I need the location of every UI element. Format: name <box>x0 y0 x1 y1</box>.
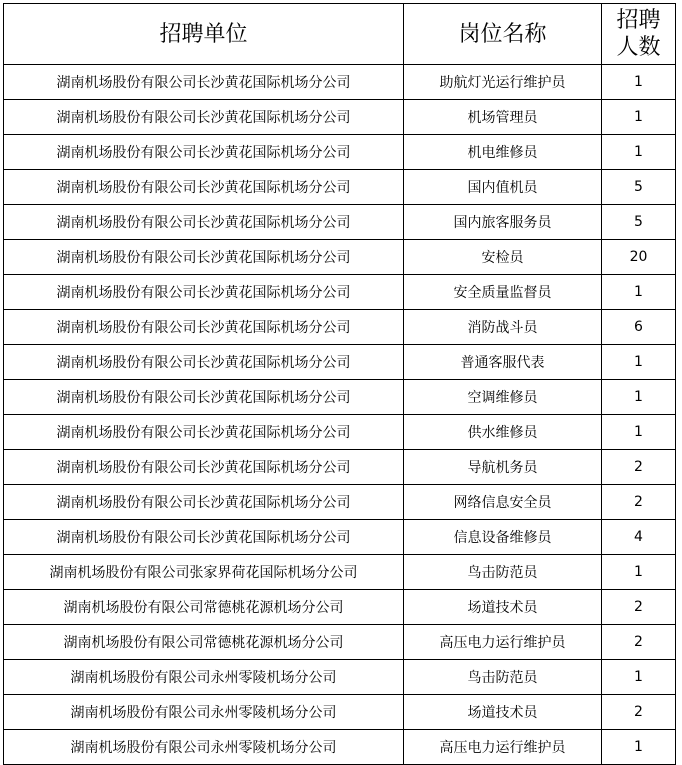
cell-count: 1 <box>602 100 676 135</box>
cell-count: 1 <box>602 345 676 380</box>
table-row <box>4 240 676 275</box>
cell-position: 导航机务员 <box>404 450 602 485</box>
cell-position: 供水维修员 <box>404 415 602 450</box>
table-row <box>4 65 676 100</box>
cell-unit: 湖南机场股份有限公司永州零陵机场分公司 <box>4 660 404 695</box>
cell-unit: 湖南机场股份有限公司长沙黄花国际机场分公司 <box>4 205 404 240</box>
cell-count: 20 <box>602 240 676 275</box>
table-row <box>4 345 676 380</box>
cell-count: 1 <box>602 65 676 100</box>
cell-unit: 湖南机场股份有限公司永州零陵机场分公司 <box>4 730 404 765</box>
header-row <box>4 4 676 65</box>
cell-unit: 湖南机场股份有限公司长沙黄花国际机场分公司 <box>4 520 404 555</box>
table-row <box>4 380 676 415</box>
table-row <box>4 415 676 450</box>
cell-unit: 湖南机场股份有限公司长沙黄花国际机场分公司 <box>4 100 404 135</box>
cell-unit: 湖南机场股份有限公司长沙黄花国际机场分公司 <box>4 310 404 345</box>
cell-position: 场道技术员 <box>404 695 602 730</box>
cell-unit: 湖南机场股份有限公司永州零陵机场分公司 <box>4 695 404 730</box>
table-row <box>4 135 676 170</box>
cell-position: 国内值机员 <box>404 170 602 205</box>
cell-position: 空调维修员 <box>404 380 602 415</box>
cell-position: 助航灯光运行维护员 <box>404 65 602 100</box>
cell-count: 5 <box>602 205 676 240</box>
cell-count: 2 <box>602 625 676 660</box>
table-row <box>4 170 676 205</box>
table-body <box>4 65 676 765</box>
cell-count: 1 <box>602 380 676 415</box>
cell-count: 1 <box>602 275 676 310</box>
cell-position: 消防战斗员 <box>404 310 602 345</box>
cell-count: 2 <box>602 450 676 485</box>
table-row <box>4 625 676 660</box>
table-row <box>4 730 676 765</box>
cell-unit: 湖南机场股份有限公司长沙黄花国际机场分公司 <box>4 415 404 450</box>
cell-position: 高压电力运行维护员 <box>404 625 602 660</box>
header-count-line2: 人数 <box>616 35 661 60</box>
table-row <box>4 100 676 135</box>
cell-count: 2 <box>602 485 676 520</box>
header-count <box>602 4 676 65</box>
cell-position: 场道技术员 <box>404 590 602 625</box>
cell-count: 1 <box>602 555 676 590</box>
header-position: 岗位名称 <box>404 4 602 65</box>
cell-unit: 湖南机场股份有限公司常德桃花源机场分公司 <box>4 590 404 625</box>
cell-unit: 湖南机场股份有限公司常德桃花源机场分公司 <box>4 625 404 660</box>
cell-position: 机电维修员 <box>404 135 602 170</box>
cell-unit: 湖南机场股份有限公司张家界荷花国际机场分公司 <box>4 555 404 590</box>
cell-count: 1 <box>602 660 676 695</box>
header-unit: 招聘单位 <box>4 4 404 65</box>
table-row <box>4 660 676 695</box>
cell-unit: 湖南机场股份有限公司长沙黄花国际机场分公司 <box>4 135 404 170</box>
cell-unit: 湖南机场股份有限公司长沙黄花国际机场分公司 <box>4 345 404 380</box>
cell-position: 鸟击防范员 <box>404 660 602 695</box>
table-row <box>4 205 676 240</box>
cell-count: 1 <box>602 415 676 450</box>
cell-count: 2 <box>602 695 676 730</box>
cell-position: 高压电力运行维护员 <box>404 730 602 765</box>
cell-count: 4 <box>602 520 676 555</box>
cell-unit: 湖南机场股份有限公司长沙黄花国际机场分公司 <box>4 485 404 520</box>
cell-position: 鸟击防范员 <box>404 555 602 590</box>
cell-count: 5 <box>602 170 676 205</box>
table-row <box>4 520 676 555</box>
table-row <box>4 275 676 310</box>
recruitment-table <box>3 3 676 765</box>
cell-count: 6 <box>602 310 676 345</box>
table-row <box>4 695 676 730</box>
cell-position: 国内旅客服务员 <box>404 205 602 240</box>
cell-count: 1 <box>602 730 676 765</box>
cell-position: 安检员 <box>404 240 602 275</box>
cell-unit: 湖南机场股份有限公司长沙黄花国际机场分公司 <box>4 450 404 485</box>
cell-count: 1 <box>602 135 676 170</box>
table-row <box>4 485 676 520</box>
cell-unit: 湖南机场股份有限公司长沙黄花国际机场分公司 <box>4 275 404 310</box>
cell-position: 网络信息安全员 <box>404 485 602 520</box>
cell-count: 2 <box>602 590 676 625</box>
table-row <box>4 555 676 590</box>
cell-position: 信息设备维修员 <box>404 520 602 555</box>
table-row <box>4 450 676 485</box>
cell-position: 普通客服代表 <box>404 345 602 380</box>
table-row <box>4 310 676 345</box>
table-row <box>4 590 676 625</box>
cell-unit: 湖南机场股份有限公司长沙黄花国际机场分公司 <box>4 380 404 415</box>
cell-position: 机场管理员 <box>404 100 602 135</box>
cell-unit: 湖南机场股份有限公司长沙黄花国际机场分公司 <box>4 65 404 100</box>
cell-unit: 湖南机场股份有限公司长沙黄花国际机场分公司 <box>4 170 404 205</box>
cell-unit: 湖南机场股份有限公司长沙黄花国际机场分公司 <box>4 240 404 275</box>
header-count-line1: 招聘 <box>616 8 661 33</box>
cell-position: 安全质量监督员 <box>404 275 602 310</box>
